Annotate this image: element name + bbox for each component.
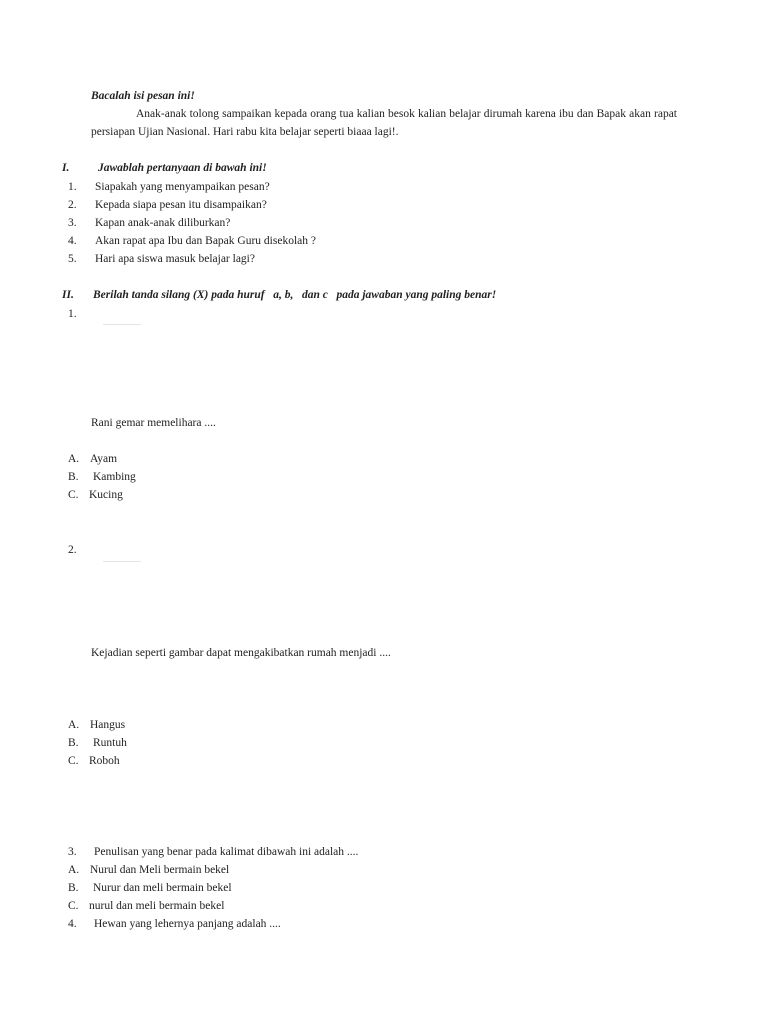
section1-q1-number: 1.: [68, 181, 77, 193]
section2-number: II.: [62, 289, 74, 301]
message-body: Anak-anak tolong sampaikan kepada orang tua kalian besok kalian belajar dirumah karena ibu dan Bapak akan rapat persiapan Ujian Nasional. Hari rabu kita belajar seperti biaaa lagi!.: [91, 108, 677, 138]
q2-option-c-letter: C.: [68, 755, 79, 767]
q2-option-b-text: Runtuh: [93, 737, 127, 749]
q1-option-c-letter: C.: [68, 489, 79, 501]
q3-option-b-text: Nurur dan meli bermain bekel: [93, 882, 232, 894]
section2-q4-text: Hewan yang lehernya panjang adalah ....: [94, 918, 281, 930]
q3-option-c-letter: C.: [68, 900, 79, 912]
section1-q3-number: 3.: [68, 217, 77, 229]
section1-number: I.: [62, 162, 70, 174]
q3-option-c-text: nurul dan meli bermain bekel: [89, 900, 225, 912]
section1-instruction: Jawablah pertanyaan di bawah ini!: [98, 162, 267, 174]
section1-q3-text: Kapan anak-anak diliburkan?: [95, 217, 231, 229]
section1-q2-text: Kepada siapa pesan itu disampaikan?: [95, 199, 267, 211]
q3-option-b-letter: B.: [68, 882, 79, 894]
section2-q1-number: 1.: [68, 308, 77, 320]
section2-q3-text: Penulisan yang benar pada kalimat dibawah ini adalah ....: [94, 846, 359, 858]
q1-option-b-text: Kambing: [93, 471, 136, 483]
section1-q4-number: 4.: [68, 235, 77, 247]
q2-option-a-letter: A.: [68, 719, 80, 731]
section2-q2-number: 2.: [68, 544, 77, 556]
q2-option-c-text: Roboh: [89, 755, 120, 767]
section1-q5-text: Hari apa siswa masuk belajar lagi?: [95, 253, 255, 265]
q1-option-b-letter: B.: [68, 471, 79, 483]
section1-q1-text: Siapakah yang menyampaikan pesan?: [95, 181, 270, 193]
image-placeholder: [103, 561, 141, 562]
section2-q2-text: Kejadian seperti gambar dapat mengakibatkan rumah menjadi ....: [91, 647, 391, 659]
q3-option-a-letter: A.: [68, 864, 80, 876]
q2-option-a-text: Hangus: [90, 719, 126, 731]
q1-option-a-letter: A.: [68, 453, 80, 465]
message-title: Bacalah isi pesan ini!: [91, 90, 195, 102]
section2-instruction: Berilah tanda silang (X) pada huruf a, b, dan c pada jawaban yang paling benar!: [93, 289, 497, 301]
section1-q4-text: Akan rapat apa Ibu dan Bapak Guru disekolah ?: [95, 235, 316, 247]
image-placeholder: [103, 324, 141, 325]
q1-option-a-text: Ayam: [90, 453, 118, 465]
q2-option-b-letter: B.: [68, 737, 79, 749]
section2-q1-text: Rani gemar memelihara ....: [91, 417, 216, 429]
section2-q4-number: 4.: [68, 918, 77, 930]
section1-q2-number: 2.: [68, 199, 77, 211]
q1-option-c-text: Kucing: [89, 489, 123, 501]
section2-q3-number: 3.: [68, 846, 77, 858]
section1-q5-number: 5.: [68, 253, 77, 265]
q3-option-a-text: Nurul dan Meli bermain bekel: [90, 864, 230, 876]
